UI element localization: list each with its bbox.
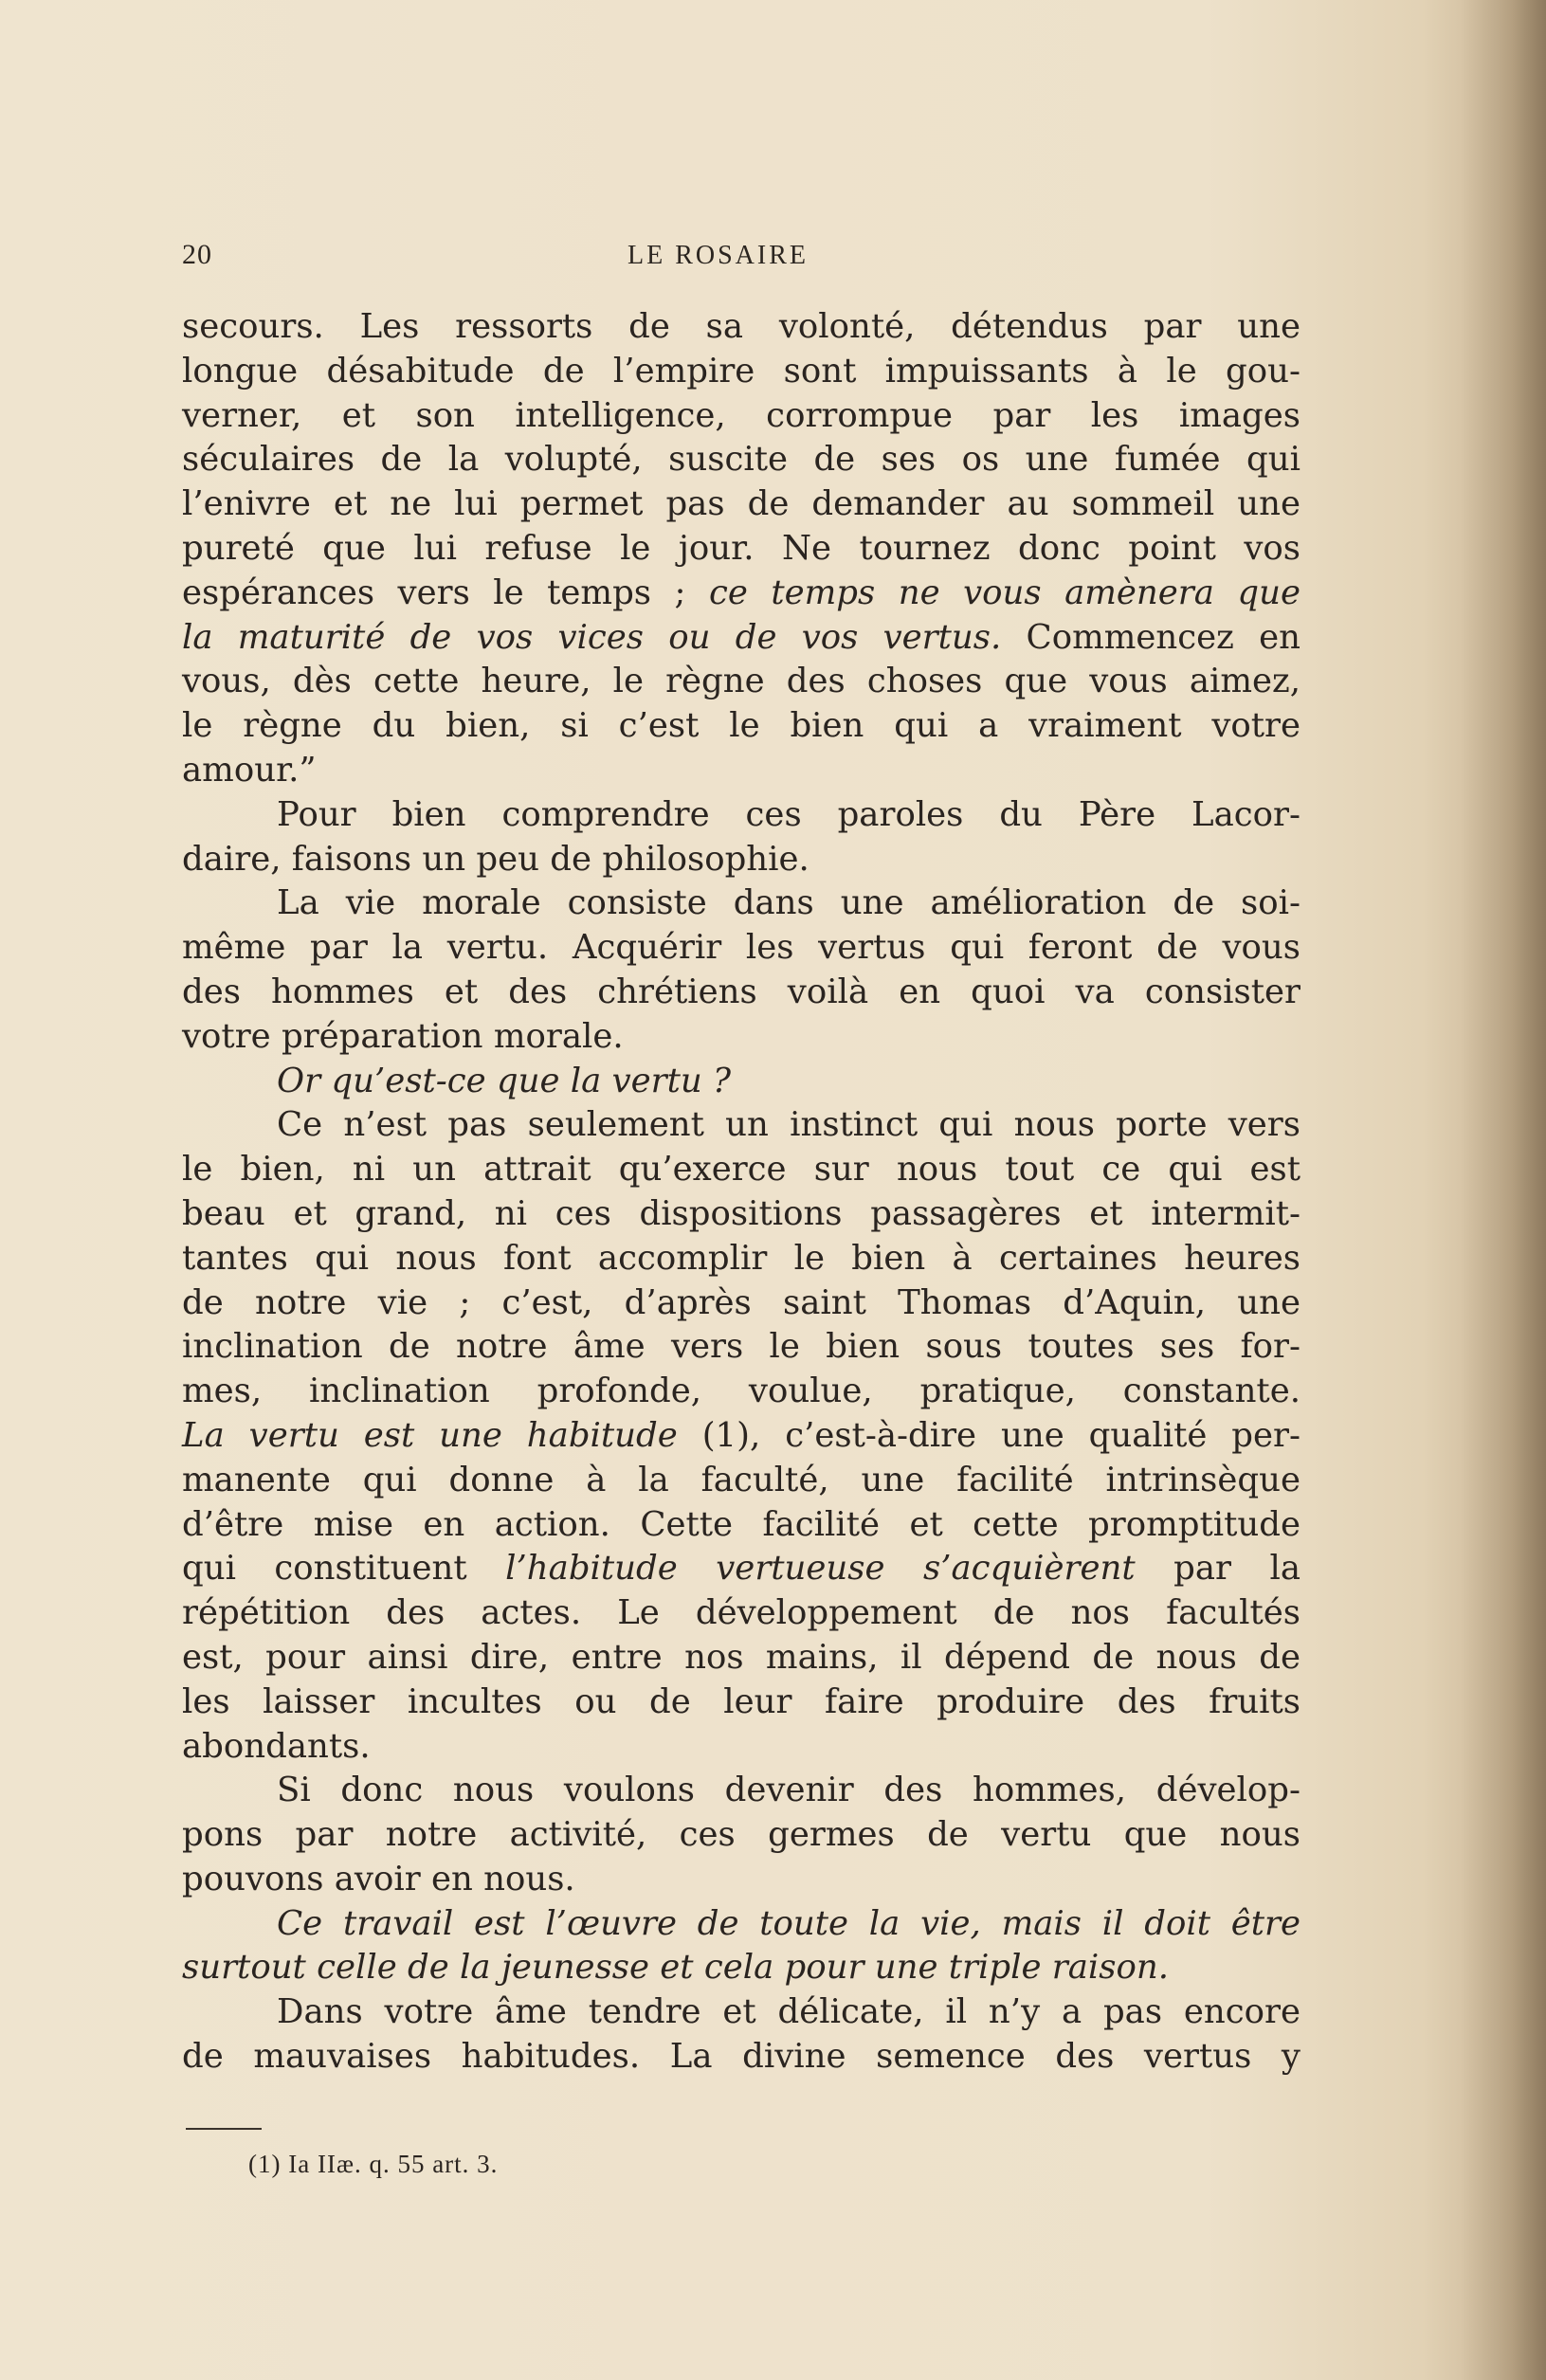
text-line: les laisser incultes ou de leur faire produire des fruits (182, 1681, 1300, 1721)
italic-quote: ce temps ne vous amènera que (708, 572, 1300, 612)
text-line: tantes qui nous font accomplir le bien à certaines heures (182, 1238, 1300, 1278)
text-line: votre préparation morale. (182, 1016, 624, 1056)
paragraph-start: Pour bien comprendre ces paroles du Père Lacor- (277, 794, 1300, 834)
text-line: d’être mise en action. Cette facilité et cette promptitude (182, 1504, 1300, 1544)
text-line: séculaires de la volupté, suscite de ses os une fumée qui (182, 440, 1300, 480)
paragraph-start: Ce n’est pas seulement un instinct qui nous porte vers (277, 1105, 1300, 1145)
running-title: LE ROSAIRE (627, 241, 809, 270)
text-line: abondants. (182, 1726, 371, 1766)
text-span: Commencez en (1026, 617, 1300, 657)
body-text (182, 305, 1300, 2080)
paragraph-start: Si donc nous voulons devenir des hommes, dévelop- (277, 1771, 1300, 1810)
text-line-mixed (182, 1547, 1300, 1591)
text-line-mixed (182, 616, 1300, 661)
text-line: pureté que lui refuse le jour. Ne tournez donc point vos (182, 528, 1300, 568)
page-header (182, 239, 1300, 277)
text-line: l’enivre et ne lui permet pas de demander au sommeil une (182, 484, 1300, 524)
text-line: verner, et son intelligence, corrompue par les images (182, 395, 1300, 435)
text-line: daire, faisons un peu de philosophie. (182, 839, 809, 879)
text-line: longue désabitude de l’empire sont impuissants à le gou- (182, 351, 1300, 391)
paragraph-start: Dans votre âme tendre et délicate, il n’y a pas encore (277, 1992, 1300, 2032)
italic-term: La vertu est une habitude (182, 1415, 678, 1455)
text-span: (1), c’est-à-dire une qualité per- (701, 1415, 1300, 1455)
text-line: inclination de notre âme vers le bien sous toutes ses for- (182, 1327, 1300, 1367)
question-heading: Or qu’est-ce que la vertu ? (277, 1061, 732, 1100)
text-line: est, pour ainsi dire, entre nos mains, il dépend de nous de (182, 1637, 1300, 1677)
text-line: vous, dès cette heure, le règne des choses que vous aimez, (182, 662, 1300, 701)
page-number: 20 (182, 239, 212, 270)
text-line-mixed (182, 572, 1300, 616)
text-line: répétition des actes. Le développement de nos facultés (182, 1593, 1300, 1633)
page-edge-shadow (1461, 0, 1546, 2380)
text-line: beau et grand, ni ces dispositions passagères et intermit- (182, 1193, 1300, 1233)
italic-quote: la maturité de vos vices ou de vos vertus. (182, 617, 1002, 657)
text-line: amour.” (182, 750, 317, 790)
text-line: mes, inclination profonde, voulue, pratique, constante. (182, 1372, 1300, 1411)
text-line: des hommes et des chrétiens voilà en quoi va consister (182, 972, 1300, 1011)
text-line: le règne du bien, si c’est le bien qui a vraiment votre (182, 706, 1300, 746)
paragraph-start: La vie morale consiste dans une amélioration de soi- (277, 883, 1300, 923)
text-line-mixed (182, 1414, 1300, 1459)
footnote-rule (186, 2128, 262, 2130)
italic-term: l’habitude vertueuse s’acquièrent (505, 1549, 1136, 1589)
text-line: de mauvaises habitudes. La divine semence des vertus y (182, 2037, 1300, 2077)
text-line: pouvons avoir en nous. (182, 1859, 575, 1899)
text-line: le bien, ni un attrait qu’exerce sur nous tout ce qui est (182, 1150, 1300, 1190)
text-line: même par la vertu. Acquérir les vertus qui feront de vous (182, 928, 1300, 968)
text-line: secours. Les ressorts de sa volonté, détendus par une (182, 307, 1300, 346)
text-span: par la (1173, 1549, 1300, 1589)
text-span: qui constituent (182, 1549, 467, 1589)
text-line: manente qui donne à la faculté, une facilité intrinsèque (182, 1460, 1300, 1499)
footnote: (1) Ia IIæ. q. 55 art. 3. (248, 2150, 499, 2178)
text-span: espérances vers le temps ; (182, 572, 686, 612)
text-line: pons par notre activité, ces germes de vertu que nous (182, 1815, 1300, 1855)
italic-line: surtout celle de la jeunesse et cela pour une triple raison. (182, 1948, 1169, 1988)
italic-paragraph: Ce travail est l’œuvre de toute la vie, mais il doit être (277, 1903, 1300, 1943)
text-line: de notre vie ; c’est, d’après saint Thomas d’Aquin, une (182, 1282, 1300, 1322)
